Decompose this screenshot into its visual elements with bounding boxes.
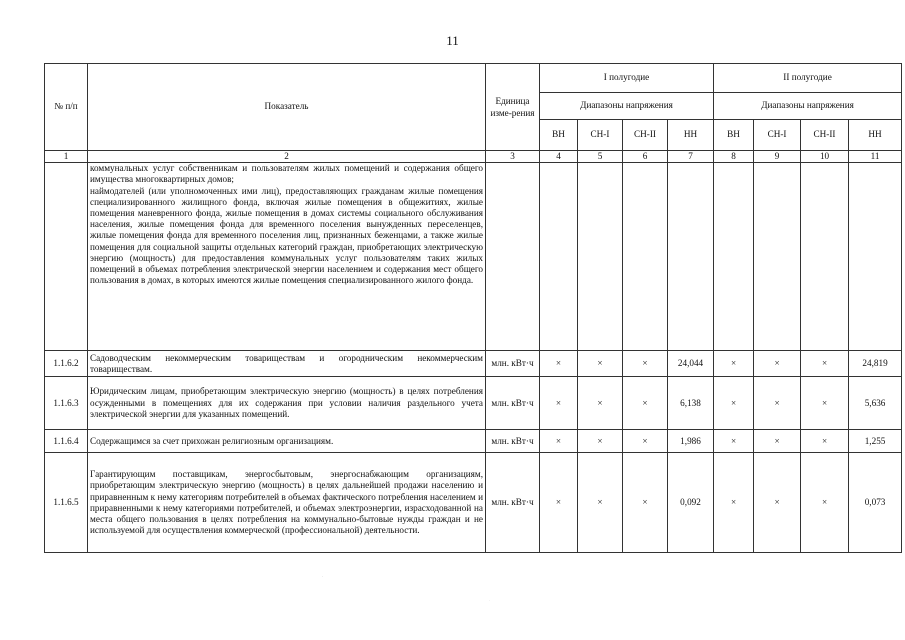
row-num-empty <box>45 163 88 351</box>
col-number: 8 <box>714 151 754 163</box>
range-vn: ВН <box>714 120 754 151</box>
empty-cell <box>849 163 902 351</box>
range-sn1: СН-I <box>578 120 623 151</box>
value-cell: × <box>801 430 849 453</box>
value-cell: × <box>623 430 668 453</box>
continuation-paragraph: наймодателей (или уполномоченных ими лиц), предоставляющих гражданам жилые помещения специализированного жилищного фонда, включая жилые помещения в общежитиях, жилые помещения маневренного фонда, жилые помещения в домах системы социального обслуживания населения, жилые помещения фонда для временного поселения вынужденных переселенцев, жилые помещения фонда для временного поселения лиц, признанных беженцами, а также жилые помещения для социальной защиты отдельных категорий граждан, приобретающих электрическую энергию (мощность) для предоставления коммунальных услуг пользователям таких жилых помещений в объемах потребления электрической энергии населением и содержания мест общего пользования в домах, в которых имеются жилые помещения специализированного жилого фонда. <box>90 185 483 286</box>
range-sn2: СН-II <box>801 120 849 151</box>
table-row <box>45 351 902 377</box>
empty-cell <box>801 163 849 351</box>
value-cell: × <box>754 453 801 553</box>
table-row <box>45 377 902 430</box>
row-num: 1.1.6.2 <box>45 351 88 377</box>
row-text: Садоводческим некоммерческим товариществам и огородническим некоммерческим товариществам. <box>88 351 486 377</box>
col-number: 5 <box>578 151 623 163</box>
value-cell: × <box>714 453 754 553</box>
value-cell: × <box>623 351 668 377</box>
row-unit: млн. кВт·ч <box>486 377 540 430</box>
col-number: 9 <box>754 151 801 163</box>
range-nn: НН <box>849 120 902 151</box>
range-sn1: СН-I <box>754 120 801 151</box>
value-cell: × <box>540 453 578 553</box>
value-cell: × <box>714 377 754 430</box>
value-cell: × <box>754 377 801 430</box>
value-cell: × <box>801 453 849 553</box>
col-number: 10 <box>801 151 849 163</box>
table-row <box>45 430 902 453</box>
empty-cell <box>754 163 801 351</box>
scan-speck: · <box>489 598 491 603</box>
value-cell: × <box>801 351 849 377</box>
row-num: 1.1.6.4 <box>45 430 88 453</box>
value-cell: 24,044 <box>668 351 714 377</box>
page-number: 11 <box>446 33 459 48</box>
range-vn: ВН <box>540 120 578 151</box>
column-numbers-row <box>45 151 902 163</box>
value-cell: × <box>623 377 668 430</box>
value-cell: 1,255 <box>849 430 902 453</box>
header-half2: II полугодие <box>714 64 902 93</box>
value-cell: 1,986 <box>668 430 714 453</box>
value-cell: × <box>578 351 623 377</box>
value-cell: 0,073 <box>849 453 902 553</box>
tariff-volume-table <box>44 63 902 553</box>
row-text: Гарантирующим поставщикам, энергосбытовым, энергоснабжающим организациям, приобретающим электрическую энергию (мощность) в целях дальнейшей продажи населению и приравненным к нему категориям потребителей в объемах фактического потребления населением и приравненными к нему категориями потребителей, и объемах электроэнергии, израсходованной на места общего пользования в целях потребления на коммунально-бытовые нужды граждан и не используемой для осуществления коммерческой (профессиональной) деятельности. <box>88 453 486 553</box>
value-cell: × <box>754 430 801 453</box>
header-indicator: Показатель <box>88 64 486 151</box>
col-number: 1 <box>45 151 88 163</box>
header-num: № п/п <box>45 64 88 151</box>
value-cell: × <box>714 351 754 377</box>
empty-cell <box>578 163 623 351</box>
row-num: 1.1.6.5 <box>45 453 88 553</box>
col-number: 2 <box>88 151 486 163</box>
row-unit: млн. кВт·ч <box>486 430 540 453</box>
value-cell: × <box>578 453 623 553</box>
row-unit: млн. кВт·ч <box>486 453 540 553</box>
header-ranges-half2: Диапазоны напряжения <box>714 93 902 120</box>
empty-cell <box>623 163 668 351</box>
range-sn2: СН-II <box>623 120 668 151</box>
col-number: 4 <box>540 151 578 163</box>
empty-cell <box>668 163 714 351</box>
value-cell: × <box>540 351 578 377</box>
col-number: 7 <box>668 151 714 163</box>
header-unit: Единица изме-рения <box>486 64 540 151</box>
value-cell: × <box>578 430 623 453</box>
col-number: 11 <box>849 151 902 163</box>
header-half1: I полугодие <box>540 64 714 93</box>
col-number: 3 <box>486 151 540 163</box>
continuation-paragraph: коммунальных услуг собственникам и пользователям жилых помещений и содержания общего имущества многоквартирных домов; <box>90 163 483 185</box>
row-text-continuation <box>88 163 486 351</box>
table-row-continuation <box>45 163 902 351</box>
empty-cell <box>714 163 754 351</box>
header-row-1 <box>45 64 902 93</box>
scan-speck: · <box>322 574 324 579</box>
value-cell: × <box>714 430 754 453</box>
value-cell: × <box>801 377 849 430</box>
row-unit: млн. кВт·ч <box>486 351 540 377</box>
value-cell: × <box>540 377 578 430</box>
empty-cell <box>540 163 578 351</box>
value-cell: 0,092 <box>668 453 714 553</box>
value-cell: × <box>623 453 668 553</box>
value-cell: × <box>578 377 623 430</box>
empty-cell <box>486 163 540 351</box>
col-number: 6 <box>623 151 668 163</box>
value-cell: 24,819 <box>849 351 902 377</box>
value-cell: × <box>540 430 578 453</box>
range-nn: НН <box>668 120 714 151</box>
row-text: Юридическим лицам, приобретающим электрическую энергию (мощность) в целях потребления осужденными в помещениях для их содержания при условии наличия раздельного учета электрической энергии для указанных помещений. <box>88 377 486 430</box>
header-ranges-half1: Диапазоны напряжения <box>540 93 714 120</box>
value-cell: × <box>754 351 801 377</box>
value-cell: 6,138 <box>668 377 714 430</box>
value-cell: 5,636 <box>849 377 902 430</box>
row-text: Содержащимся за счет прихожан религиозным организациям. <box>88 430 486 453</box>
row-num: 1.1.6.3 <box>45 377 88 430</box>
table-row <box>45 453 902 553</box>
